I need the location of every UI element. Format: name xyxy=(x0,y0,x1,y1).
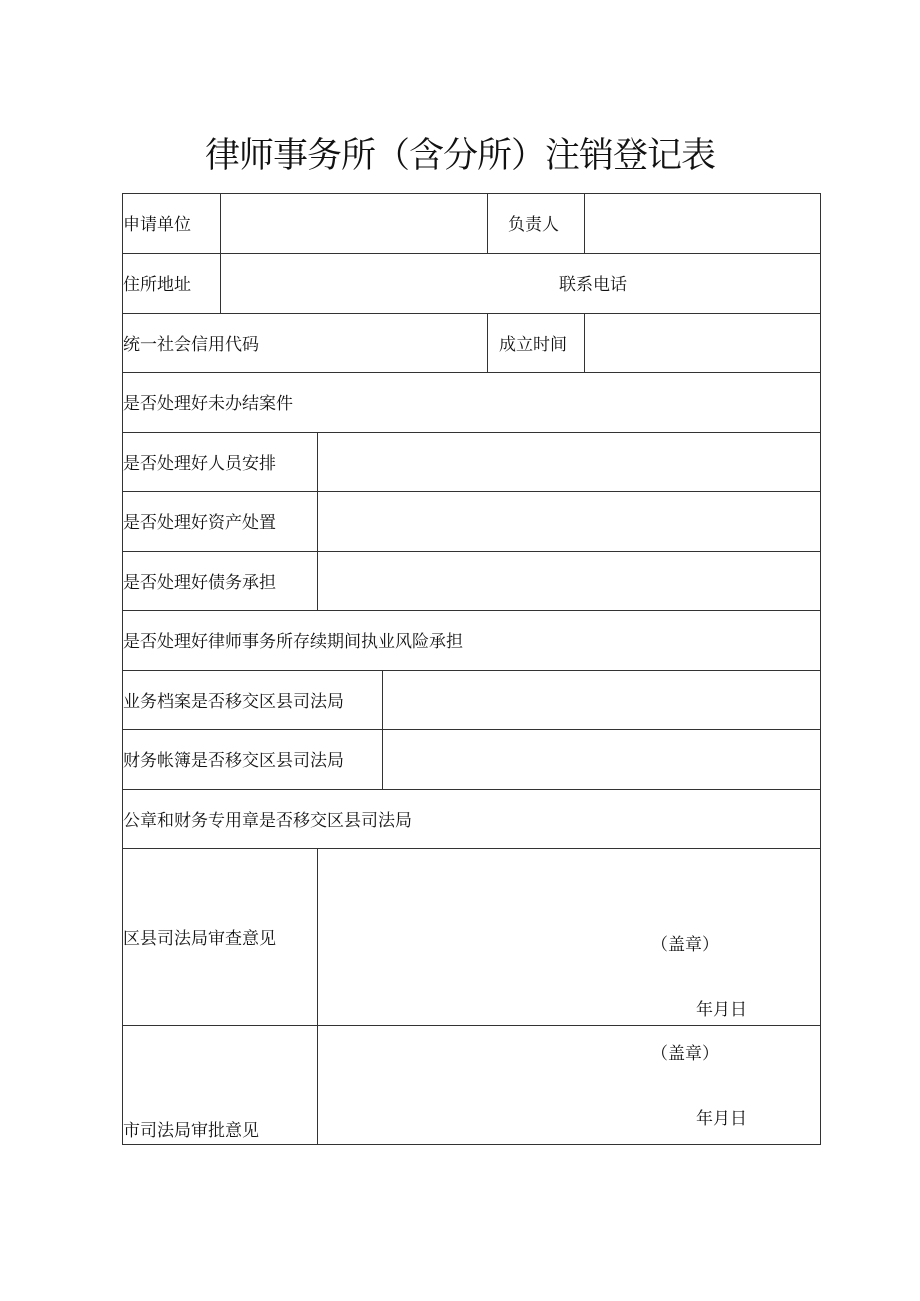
col-divider xyxy=(487,313,488,372)
business-archives-label: 业务档案是否移交区县司法局 xyxy=(123,692,344,712)
district-review-seal: （盖章） xyxy=(651,935,719,955)
business-archives-field[interactable] xyxy=(383,671,820,729)
district-review-label: 区县司法局审查意见 xyxy=(123,929,276,949)
person-in-charge-field[interactable] xyxy=(585,194,820,253)
city-approval-seal: （盖章） xyxy=(651,1044,719,1064)
debt-undertaking-field[interactable] xyxy=(318,552,820,610)
table-border-bottom xyxy=(122,1144,821,1145)
financial-books-field[interactable] xyxy=(383,730,820,789)
pending-cases-field[interactable] xyxy=(330,373,820,432)
applicant-unit-label: 申请单位 xyxy=(123,215,191,235)
established-time-field[interactable] xyxy=(585,314,820,372)
pending-cases-label: 是否处理好未办结案件 xyxy=(123,394,293,414)
staff-arrangement-field[interactable] xyxy=(318,433,820,491)
city-approval-label: 市司法局审批意见 xyxy=(123,1121,259,1141)
person-in-charge-label: 负责人 xyxy=(508,215,559,235)
staff-arrangement-label: 是否处理好人员安排 xyxy=(123,454,276,474)
col-divider xyxy=(487,193,488,253)
seals-label: 公章和财务专用章是否移交区县司法局 xyxy=(123,811,412,831)
seals-field[interactable] xyxy=(450,790,820,848)
established-time-label: 成立时间 xyxy=(499,335,567,355)
city-approval-date: 年月日 xyxy=(696,1109,747,1129)
credit-code-label: 统一社会信用代码 xyxy=(123,335,259,355)
financial-books-label: 财务帐簿是否移交区县司法局 xyxy=(123,751,344,771)
table-border-right xyxy=(820,193,821,1145)
applicant-unit-field[interactable] xyxy=(221,194,487,253)
credit-code-field[interactable] xyxy=(300,314,487,372)
contact-phone-label: 联系电话 xyxy=(559,275,627,295)
form-title: 律师事务所（含分所）注销登记表 xyxy=(204,136,715,176)
address-label: 住所地址 xyxy=(123,275,191,295)
debt-undertaking-label: 是否处理好债务承担 xyxy=(123,573,276,593)
asset-disposal-field[interactable] xyxy=(318,492,820,551)
practice-risk-label: 是否处理好律师事务所存续期间执业风险承担 xyxy=(123,632,463,652)
practice-risk-field[interactable] xyxy=(500,611,820,670)
contact-phone-field[interactable] xyxy=(640,254,820,313)
district-review-date: 年月日 xyxy=(696,1000,747,1020)
address-field[interactable] xyxy=(221,254,541,313)
asset-disposal-label: 是否处理好资产处置 xyxy=(123,513,276,533)
